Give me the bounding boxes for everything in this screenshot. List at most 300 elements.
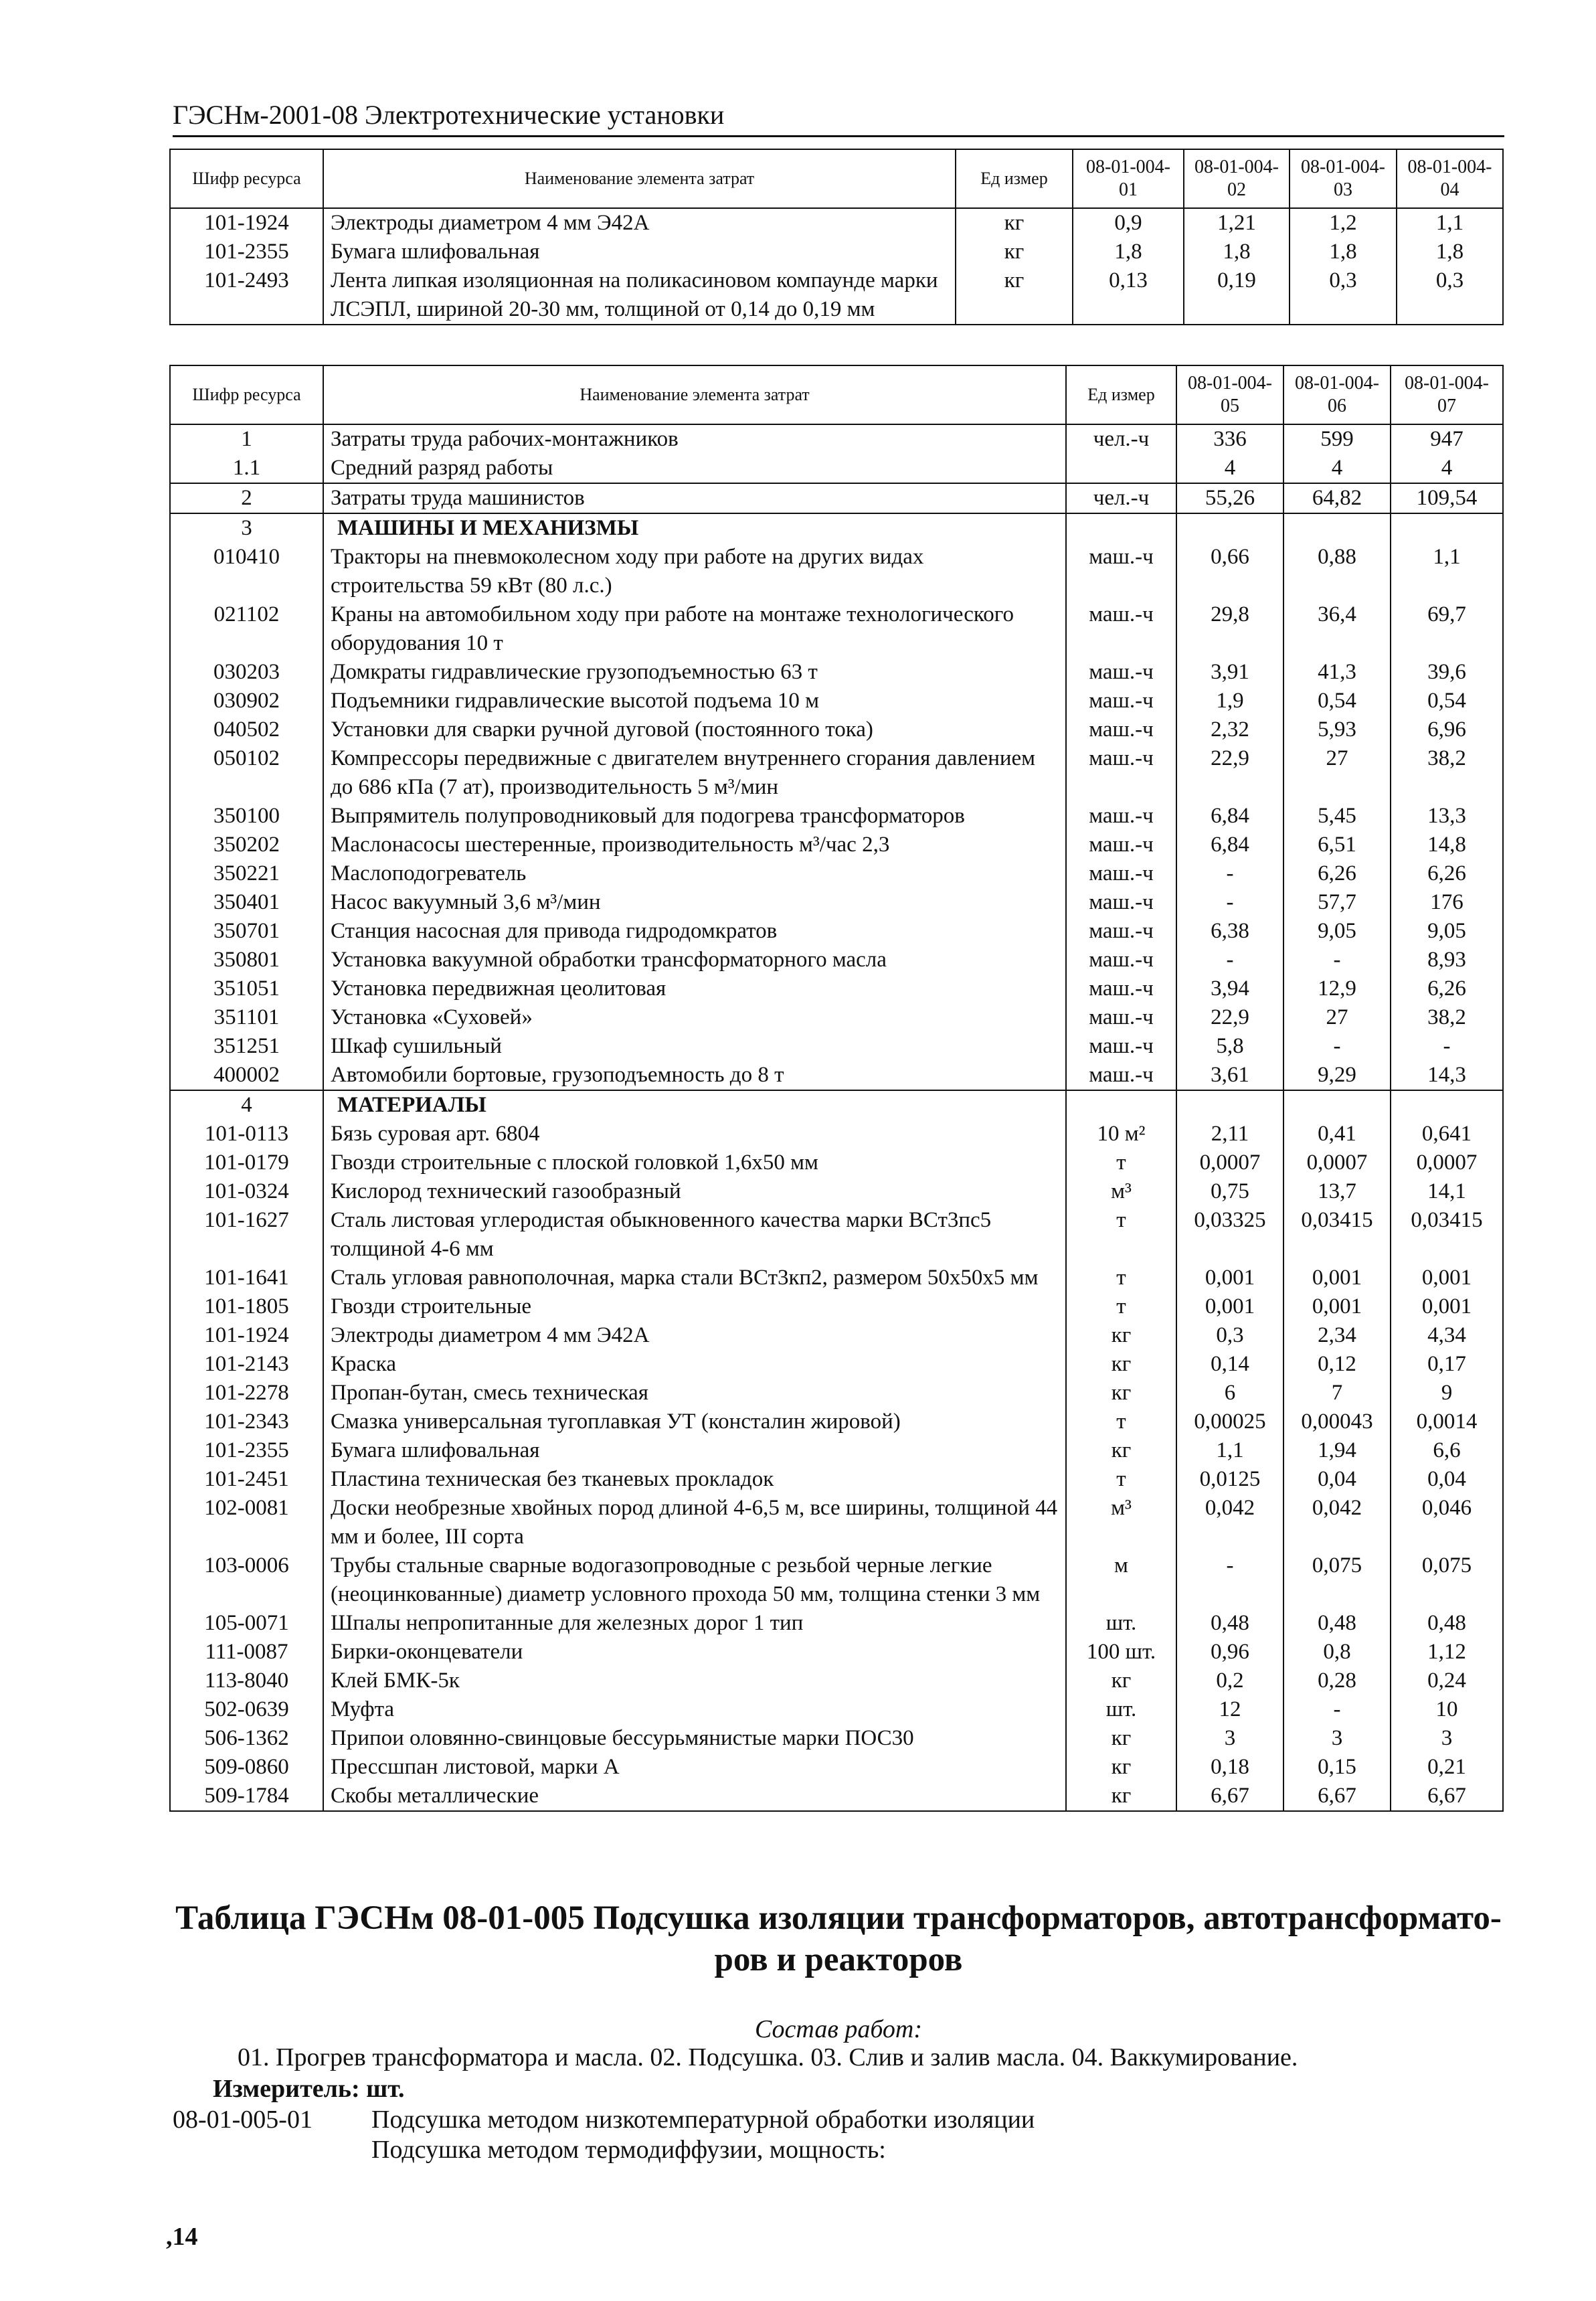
unit-cell bbox=[1066, 454, 1176, 483]
unit-cell: маш.-ч bbox=[1066, 946, 1176, 974]
unit-cell: м³ bbox=[1066, 1177, 1176, 1206]
value-cell: 3,94 bbox=[1176, 974, 1283, 1003]
resource-name: Бумага шлифовальная bbox=[323, 238, 956, 266]
header-col: 08-01-004-02 bbox=[1184, 149, 1290, 208]
table-row bbox=[170, 483, 1503, 513]
unit-cell: кг bbox=[1066, 1782, 1176, 1811]
table-row bbox=[170, 543, 1503, 600]
value-cell: - bbox=[1283, 1695, 1391, 1724]
value-cell: 0,28 bbox=[1283, 1667, 1391, 1695]
value-cell: 0,3 bbox=[1176, 1321, 1283, 1350]
header-unit: Ед измер bbox=[1066, 365, 1176, 424]
value-cell: 0,03415 bbox=[1283, 1206, 1391, 1264]
value-cell: 9,05 bbox=[1391, 917, 1503, 946]
resource-code: 113-8040 bbox=[170, 1667, 323, 1695]
work-composition-label: Состав работ: bbox=[754, 2015, 923, 2043]
value-cell: 0,00043 bbox=[1283, 1408, 1391, 1436]
value-cell: 0,12 bbox=[1283, 1350, 1391, 1379]
resource-code: 101-0113 bbox=[170, 1120, 323, 1148]
value-cell: 5,93 bbox=[1283, 715, 1391, 744]
unit-cell: маш.-ч bbox=[1066, 1061, 1176, 1090]
unit-cell: маш.-ч bbox=[1066, 1003, 1176, 1032]
value-cell: 0,2 bbox=[1176, 1667, 1283, 1695]
value-cell: 0,075 bbox=[1283, 1551, 1391, 1609]
value-cell: 0,001 bbox=[1391, 1292, 1503, 1321]
value-cell: 3 bbox=[1391, 1724, 1503, 1753]
unit-cell: т bbox=[1066, 1206, 1176, 1264]
value-cell: 6,6 bbox=[1391, 1436, 1503, 1465]
value-cell: 0,042 bbox=[1283, 1494, 1391, 1551]
value-cell: 176 bbox=[1391, 888, 1503, 917]
value-cell: 2,32 bbox=[1176, 715, 1283, 744]
resource-code: 101-1924 bbox=[170, 208, 323, 238]
value-cell: 0,0007 bbox=[1176, 1148, 1283, 1177]
value-cell: 41,3 bbox=[1283, 658, 1391, 687]
unit-cell: кг bbox=[1066, 1379, 1176, 1408]
unit-cell: т bbox=[1066, 1264, 1176, 1292]
value-cell: 13,3 bbox=[1391, 802, 1503, 831]
table-row bbox=[170, 802, 1503, 831]
value-cell: 0,54 bbox=[1283, 687, 1391, 715]
value-cell: 1,8 bbox=[1397, 238, 1503, 266]
unit-cell: кг bbox=[1066, 1667, 1176, 1695]
value-cell: 0,075 bbox=[1391, 1551, 1503, 1609]
value-cell bbox=[1391, 513, 1503, 543]
resource-name: Маслонасосы шестеренные, производительность м³/час 2,3 bbox=[323, 831, 1066, 859]
table-row bbox=[170, 859, 1503, 888]
value-cell: 0,001 bbox=[1176, 1292, 1283, 1321]
header-name: Наименование элемента затрат bbox=[323, 149, 956, 208]
resource-name: Подъемники гидравлические высотой подъема 10 м bbox=[323, 687, 1066, 715]
resource-code: 010410 bbox=[170, 543, 323, 600]
resource-table-004-01-04 bbox=[169, 149, 1504, 325]
value-cell: 10 bbox=[1391, 1695, 1503, 1724]
value-cell: 6,67 bbox=[1391, 1782, 1503, 1811]
unit-cell: кг bbox=[956, 238, 1073, 266]
unit-cell: маш.-ч bbox=[1066, 917, 1176, 946]
resource-code: 509-0860 bbox=[170, 1753, 323, 1782]
resource-code: 351251 bbox=[170, 1032, 323, 1061]
table-row bbox=[170, 744, 1503, 802]
value-cell: 0,04 bbox=[1391, 1465, 1503, 1494]
unit-cell: кг bbox=[1066, 1436, 1176, 1465]
value-cell: 0,14 bbox=[1176, 1350, 1283, 1379]
table1-body bbox=[170, 208, 1503, 325]
table-row bbox=[170, 1292, 1503, 1321]
resource-code: 101-1641 bbox=[170, 1264, 323, 1292]
measure-unit-line bbox=[213, 2074, 405, 2104]
value-cell: 0,3 bbox=[1290, 266, 1397, 325]
value-cell: 3 bbox=[1283, 1724, 1391, 1753]
value-cell: 1,21 bbox=[1184, 208, 1290, 238]
value-cell: 6,84 bbox=[1176, 802, 1283, 831]
value-cell: 13,7 bbox=[1283, 1177, 1391, 1206]
value-cell: 38,2 bbox=[1391, 744, 1503, 802]
resource-code: 101-2493 bbox=[170, 266, 323, 325]
value-cell: 0,8 bbox=[1283, 1638, 1391, 1667]
header-col: 08-01-004-07 bbox=[1391, 365, 1503, 424]
header-name: Наименование элемента затрат bbox=[323, 365, 1066, 424]
value-cell: 0,88 bbox=[1283, 543, 1391, 600]
table-row bbox=[170, 1177, 1503, 1206]
unit-cell: маш.-ч bbox=[1066, 543, 1176, 600]
resource-name: Бумага шлифовальная bbox=[323, 1436, 1066, 1465]
value-cell: 0,13 bbox=[1073, 266, 1184, 325]
table-caption-line: Таблица ГЭСНм 08-01-005 Подсушка изоляции трансформаторов, автотрансформато- bbox=[175, 1899, 1502, 1937]
header-col: 08-01-004-06 bbox=[1283, 365, 1391, 424]
value-cell: 0,96 bbox=[1176, 1638, 1283, 1667]
resource-code: 1 bbox=[170, 424, 323, 454]
table-row bbox=[170, 1551, 1503, 1609]
resource-name: Лента липкая изоляционная на поликасиновом компаунде марки ЛСЭПЛ, шириной 20-30 мм, толщиной от 0,14 до 0,19 мм bbox=[323, 266, 956, 325]
value-cell: 22,9 bbox=[1176, 744, 1283, 802]
resource-name: Пластина техническая без тканевых прокладок bbox=[323, 1465, 1066, 1494]
header-code: Шифр ресурса bbox=[170, 365, 323, 424]
unit-cell: 100 шт. bbox=[1066, 1638, 1176, 1667]
norm-code: 08-01-005-01 bbox=[173, 2106, 313, 2134]
value-cell: 0,0007 bbox=[1283, 1148, 1391, 1177]
unit-cell: чел.-ч bbox=[1066, 483, 1176, 513]
resource-name: Муфта bbox=[323, 1695, 1066, 1724]
value-cell: 6,51 bbox=[1283, 831, 1391, 859]
unit-cell: т bbox=[1066, 1148, 1176, 1177]
value-cell: 0,641 bbox=[1391, 1120, 1503, 1148]
value-cell bbox=[1391, 1090, 1503, 1120]
unit-cell bbox=[1066, 1090, 1176, 1120]
table-row bbox=[170, 208, 1503, 238]
resource-code: 111-0087 bbox=[170, 1638, 323, 1667]
resource-code: 101-1924 bbox=[170, 1321, 323, 1350]
resource-code: 4 bbox=[170, 1090, 323, 1120]
value-cell: 0,19 bbox=[1184, 266, 1290, 325]
value-cell: 0,17 bbox=[1391, 1350, 1503, 1379]
value-cell: 12,9 bbox=[1283, 974, 1391, 1003]
value-cell: 0,04 bbox=[1283, 1465, 1391, 1494]
resource-name: Станция насосная для привода гидродомкратов bbox=[323, 917, 1066, 946]
value-cell: 1,1 bbox=[1391, 543, 1503, 600]
value-cell: 64,82 bbox=[1283, 483, 1391, 513]
resource-name: Сталь угловая равнополочная, марка стали ВСт3кп2, размером 50х50х5 мм bbox=[323, 1264, 1066, 1292]
value-cell: 39,6 bbox=[1391, 658, 1503, 687]
resource-table-004-05-07 bbox=[169, 365, 1504, 1812]
value-cell: - bbox=[1283, 946, 1391, 974]
value-cell: 2,34 bbox=[1283, 1321, 1391, 1350]
value-cell: 3,61 bbox=[1176, 1061, 1283, 1090]
unit-cell: т bbox=[1066, 1408, 1176, 1436]
value-cell: 22,9 bbox=[1176, 1003, 1283, 1032]
value-cell: 14,3 bbox=[1391, 1061, 1503, 1090]
value-cell: 1,8 bbox=[1073, 238, 1184, 266]
unit-cell: маш.-ч bbox=[1066, 1032, 1176, 1061]
resource-code: 021102 bbox=[170, 600, 323, 658]
unit-cell: маш.-ч bbox=[1066, 974, 1176, 1003]
value-cell: 3 bbox=[1176, 1724, 1283, 1753]
resource-name: Краны на автомобильном ходу при работе на монтаже технологического оборудования 10 т bbox=[323, 600, 1066, 658]
resource-name: Затраты труда машинистов bbox=[323, 483, 1066, 513]
value-cell: 0,001 bbox=[1391, 1264, 1503, 1292]
resource-name: Сталь листовая углеродистая обыкновенного качества марки ВСт3пс5 толщиной 4-6 мм bbox=[323, 1206, 1066, 1264]
unit-cell: м³ bbox=[1066, 1494, 1176, 1551]
value-cell: 1,12 bbox=[1391, 1638, 1503, 1667]
value-cell: 1,8 bbox=[1184, 238, 1290, 266]
table-row bbox=[170, 1408, 1503, 1436]
resource-code: 509-1784 bbox=[170, 1782, 323, 1811]
work-composition-text: 01. Прогрев трансформатора и масла. 02. Подсушка. 03. Слив и залив масла. 04. Ваккумирование. bbox=[238, 2043, 1298, 2071]
resource-name: Гвозди строительные bbox=[323, 1292, 1066, 1321]
table-row bbox=[170, 424, 1503, 454]
value-cell: 0,03415 bbox=[1391, 1206, 1503, 1264]
table-caption-line: ров и реакторов bbox=[714, 1941, 963, 1979]
value-cell bbox=[1283, 513, 1391, 543]
resource-code: 502-0639 bbox=[170, 1695, 323, 1724]
value-cell: 7 bbox=[1283, 1379, 1391, 1408]
resource-code: 1.1 bbox=[170, 454, 323, 483]
unit-cell: кг bbox=[1066, 1753, 1176, 1782]
value-cell: 29,8 bbox=[1176, 600, 1283, 658]
resource-code: 350401 bbox=[170, 888, 323, 917]
resource-code: 101-2451 bbox=[170, 1465, 323, 1494]
value-cell: 0,21 bbox=[1391, 1753, 1503, 1782]
table-row bbox=[170, 600, 1503, 658]
resource-code: 102-0081 bbox=[170, 1494, 323, 1551]
resource-code: 351051 bbox=[170, 974, 323, 1003]
resource-code: 101-2143 bbox=[170, 1350, 323, 1379]
value-cell: 27 bbox=[1283, 1003, 1391, 1032]
unit-cell: 10 м² bbox=[1066, 1120, 1176, 1148]
value-cell: 5,45 bbox=[1283, 802, 1391, 831]
value-cell: 4 bbox=[1176, 454, 1283, 483]
unit-cell: т bbox=[1066, 1465, 1176, 1494]
value-cell: 109,54 bbox=[1391, 483, 1503, 513]
value-cell: 3,91 bbox=[1176, 658, 1283, 687]
resource-name: Клей БМК-5к bbox=[323, 1667, 1066, 1695]
value-cell: 0,0125 bbox=[1176, 1465, 1283, 1494]
table-row bbox=[170, 1609, 1503, 1638]
table-row bbox=[170, 1465, 1503, 1494]
resource-code: 101-1627 bbox=[170, 1206, 323, 1264]
value-cell: 8,93 bbox=[1391, 946, 1503, 974]
value-cell: 5,8 bbox=[1176, 1032, 1283, 1061]
resource-name: Средний разряд работы bbox=[323, 454, 1066, 483]
table-row bbox=[170, 1638, 1503, 1667]
resource-name: Маслоподогреватель bbox=[323, 859, 1066, 888]
resource-code: 103-0006 bbox=[170, 1551, 323, 1609]
value-cell: 0,24 bbox=[1391, 1667, 1503, 1695]
unit-cell: кг bbox=[956, 266, 1073, 325]
value-cell: 2,11 bbox=[1176, 1120, 1283, 1148]
value-cell: 36,4 bbox=[1283, 600, 1391, 658]
value-cell: 0,00025 bbox=[1176, 1408, 1283, 1436]
norm-text: Подсушка методом термодиффузии, мощность: bbox=[371, 2136, 886, 2164]
header-col: 08-01-004-01 bbox=[1073, 149, 1184, 208]
table-row bbox=[170, 1782, 1503, 1811]
value-cell: 1,8 bbox=[1290, 238, 1397, 266]
resource-code: 101-1805 bbox=[170, 1292, 323, 1321]
unit-cell: м bbox=[1066, 1551, 1176, 1609]
value-cell: 27 bbox=[1283, 744, 1391, 802]
resource-name: Скобы металлические bbox=[323, 1782, 1066, 1811]
value-cell: 9 bbox=[1391, 1379, 1503, 1408]
unit-cell: маш.-ч bbox=[1066, 831, 1176, 859]
unit-cell: кг bbox=[1066, 1724, 1176, 1753]
table-row bbox=[170, 1206, 1503, 1264]
resource-name: Шкаф сушильный bbox=[323, 1032, 1066, 1061]
resource-name: Затраты труда рабочих-монтажников bbox=[323, 424, 1066, 454]
page-number: ,14 bbox=[166, 2223, 198, 2251]
resource-name: Смазка универсальная тугоплавкая УТ (консталин жировой) bbox=[323, 1408, 1066, 1436]
value-cell: 6,84 bbox=[1176, 831, 1283, 859]
value-cell: 6,26 bbox=[1391, 974, 1503, 1003]
value-cell: 69,7 bbox=[1391, 600, 1503, 658]
unit-cell: маш.-ч bbox=[1066, 658, 1176, 687]
value-cell: 0,001 bbox=[1176, 1264, 1283, 1292]
table-row bbox=[170, 1724, 1503, 1753]
value-cell: 14,8 bbox=[1391, 831, 1503, 859]
value-cell: 0,75 bbox=[1176, 1177, 1283, 1206]
value-cell: 6,67 bbox=[1176, 1782, 1283, 1811]
value-cell: 38,2 bbox=[1391, 1003, 1503, 1032]
resource-code: 350202 bbox=[170, 831, 323, 859]
value-cell: 1,2 bbox=[1290, 208, 1397, 238]
value-cell: 336 bbox=[1176, 424, 1283, 454]
value-cell: 6,96 bbox=[1391, 715, 1503, 744]
value-cell: 0,3 bbox=[1397, 266, 1503, 325]
value-cell: - bbox=[1176, 946, 1283, 974]
value-cell: 4 bbox=[1391, 454, 1503, 483]
unit-cell: шт. bbox=[1066, 1609, 1176, 1638]
unit-cell: маш.-ч bbox=[1066, 600, 1176, 658]
value-cell: 1,9 bbox=[1176, 687, 1283, 715]
value-cell: 12 bbox=[1176, 1695, 1283, 1724]
table-row bbox=[170, 1667, 1503, 1695]
value-cell: 0,66 bbox=[1176, 543, 1283, 600]
table-row bbox=[170, 1695, 1503, 1724]
value-cell: 0,9 bbox=[1073, 208, 1184, 238]
resource-code: 400002 bbox=[170, 1061, 323, 1090]
value-cell: - bbox=[1176, 888, 1283, 917]
table-row bbox=[170, 1003, 1503, 1032]
resource-name: Доски необрезные хвойных пород длиной 4-6,5 м, все ширины, толщиной 44 мм и более, III сорта bbox=[323, 1494, 1066, 1551]
unit-cell: кг bbox=[1066, 1350, 1176, 1379]
resource-code: 350100 bbox=[170, 802, 323, 831]
resource-code: 350801 bbox=[170, 946, 323, 974]
resource-code: 351101 bbox=[170, 1003, 323, 1032]
unit-cell: кг bbox=[1066, 1321, 1176, 1350]
value-cell: 0,001 bbox=[1283, 1264, 1391, 1292]
value-cell: 0,48 bbox=[1283, 1609, 1391, 1638]
table-row bbox=[170, 831, 1503, 859]
table-row bbox=[170, 1321, 1503, 1350]
value-cell: 0,48 bbox=[1391, 1609, 1503, 1638]
table-row bbox=[170, 1148, 1503, 1177]
table-row bbox=[170, 888, 1503, 917]
value-cell: 0,03325 bbox=[1176, 1206, 1283, 1264]
table-row bbox=[170, 1494, 1503, 1551]
value-cell: 9,29 bbox=[1283, 1061, 1391, 1090]
section-row bbox=[170, 1090, 1503, 1120]
value-cell: 9,05 bbox=[1283, 917, 1391, 946]
measure-unit-value: шт. bbox=[366, 2075, 405, 2103]
value-cell: 6,26 bbox=[1283, 859, 1391, 888]
resource-code: 040502 bbox=[170, 715, 323, 744]
norm-code-row bbox=[173, 2135, 886, 2164]
table-row bbox=[170, 687, 1503, 715]
resource-name: Тракторы на пневмоколесном ходу при работе на других видах строительства 59 кВт (80 л.с.) bbox=[323, 543, 1066, 600]
value-cell: - bbox=[1283, 1032, 1391, 1061]
value-cell: 599 bbox=[1283, 424, 1391, 454]
unit-cell: маш.-ч bbox=[1066, 888, 1176, 917]
unit-cell: маш.-ч bbox=[1066, 687, 1176, 715]
value-cell: 6 bbox=[1176, 1379, 1283, 1408]
resource-name: Припои оловянно-свинцовые бессурьмянистые марки ПОС30 bbox=[323, 1724, 1066, 1753]
table-caption bbox=[173, 1897, 1504, 1980]
resource-name: Гвозди строительные с плоской головкой 1,6х50 мм bbox=[323, 1148, 1066, 1177]
resource-code: 3 bbox=[170, 513, 323, 543]
resource-name: Установка вакуумной обработки трансформаторного масла bbox=[323, 946, 1066, 974]
value-cell: 4 bbox=[1283, 454, 1391, 483]
header-col: 08-01-004-03 bbox=[1290, 149, 1397, 208]
resource-code: 350701 bbox=[170, 917, 323, 946]
resource-name: Установка передвижная цеолитовая bbox=[323, 974, 1066, 1003]
resource-code: 050102 bbox=[170, 744, 323, 802]
resource-name: Шпалы непропитанные для железных дорог 1 тип bbox=[323, 1609, 1066, 1638]
resource-name: Выпрямитель полупроводниковый для подогрева трансформаторов bbox=[323, 802, 1066, 831]
value-cell: 0,0014 bbox=[1391, 1408, 1503, 1436]
table-row bbox=[170, 1436, 1503, 1465]
table-row bbox=[170, 1264, 1503, 1292]
resource-name: Установка «Суховей» bbox=[323, 1003, 1066, 1032]
unit-cell: чел.-ч bbox=[1066, 424, 1176, 454]
table-row bbox=[170, 715, 1503, 744]
unit-cell: маш.-ч bbox=[1066, 715, 1176, 744]
header-col: 08-01-004-04 bbox=[1397, 149, 1503, 208]
norm-code-row bbox=[173, 2105, 1035, 2134]
resource-code: 105-0071 bbox=[170, 1609, 323, 1638]
resource-code: 506-1362 bbox=[170, 1724, 323, 1753]
table-row bbox=[170, 1120, 1503, 1148]
table-row bbox=[170, 1350, 1503, 1379]
value-cell: 6,26 bbox=[1391, 859, 1503, 888]
table-row bbox=[170, 658, 1503, 687]
resource-name: МАТЕРИАЛЫ bbox=[323, 1090, 1066, 1120]
unit-cell: шт. bbox=[1066, 1695, 1176, 1724]
resource-code: 030203 bbox=[170, 658, 323, 687]
value-cell: 0,54 bbox=[1391, 687, 1503, 715]
resource-code: 101-2278 bbox=[170, 1379, 323, 1408]
header-unit: Ед измер bbox=[956, 149, 1073, 208]
unit-cell: кг bbox=[956, 208, 1073, 238]
resource-name: Домкраты гидравлические грузоподъемностью 63 т bbox=[323, 658, 1066, 687]
resource-code: 101-2355 bbox=[170, 1436, 323, 1465]
value-cell bbox=[1176, 1090, 1283, 1120]
table-row bbox=[170, 1061, 1503, 1090]
resource-code: 2 bbox=[170, 483, 323, 513]
table-row bbox=[170, 1379, 1503, 1408]
resource-name: Электроды диаметром 4 мм Э42А bbox=[323, 1321, 1066, 1350]
value-cell: 0,48 bbox=[1176, 1609, 1283, 1638]
resource-name: Бирки-оконцеватели bbox=[323, 1638, 1066, 1667]
resource-code: 101-2355 bbox=[170, 238, 323, 266]
section-row bbox=[170, 513, 1503, 543]
resource-name: Компрессоры передвижные с двигателем внутреннего сгорания давлением до 686 кПа (7 ат), производительность 5 м³/мин bbox=[323, 744, 1066, 802]
value-cell bbox=[1283, 1090, 1391, 1120]
value-cell: - bbox=[1176, 1551, 1283, 1609]
measure-unit-label: Измеритель: bbox=[213, 2075, 360, 2103]
unit-cell: т bbox=[1066, 1292, 1176, 1321]
unit-cell: маш.-ч bbox=[1066, 744, 1176, 802]
value-cell: 14,1 bbox=[1391, 1177, 1503, 1206]
value-cell: 0,0007 bbox=[1391, 1148, 1503, 1177]
